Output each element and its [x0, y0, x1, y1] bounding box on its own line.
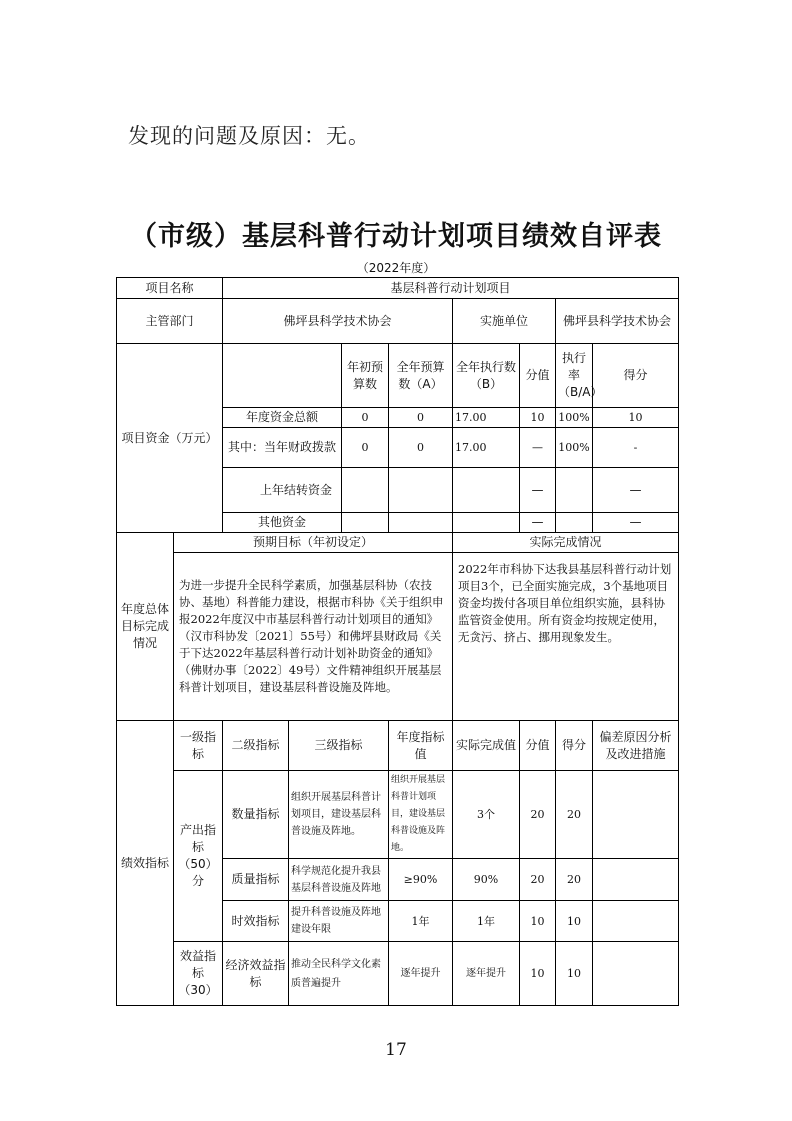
- indicator-header-level2: 二级指标: [223, 721, 289, 771]
- indicator-value: 10: [520, 901, 556, 942]
- indicator-header-level3: 三级指标: [289, 721, 389, 771]
- funds-row-exec: [453, 513, 520, 533]
- indicator-target: 1年: [389, 901, 453, 942]
- funds-header-row: [117, 344, 679, 408]
- indicator-level2: 时效指标: [223, 901, 289, 942]
- page-subtitle: （2022年度）: [356, 261, 436, 275]
- dept-row: [117, 299, 679, 344]
- indicator-header-row: [117, 721, 679, 771]
- impl-unit-value: 佛坪县科学技术协会: [556, 299, 679, 344]
- funds-row-exec: [453, 468, 520, 513]
- indicator-header-score: 得分: [556, 721, 593, 771]
- dept-value: 佛坪县科学技术协会: [223, 299, 453, 344]
- funds-row-value: —: [520, 468, 556, 513]
- indicator-actual: 3个: [453, 771, 520, 859]
- funds-row-rate: [556, 468, 593, 513]
- impl-unit-label: 实施单位: [453, 299, 556, 344]
- project-name-value: 基层科普行动计划项目: [223, 278, 679, 299]
- funds-row-exec: 17.00: [453, 408, 520, 428]
- indicator-level3: 推动全民科学文化素质普遍提升: [289, 942, 389, 1006]
- funds-row-value: —: [520, 428, 556, 468]
- funds-row-score: -: [593, 428, 679, 468]
- indicator-value: 20: [520, 771, 556, 859]
- funds-header-blank: [223, 344, 342, 408]
- funds-row-annual: [389, 468, 453, 513]
- project-name-label: 项目名称: [117, 278, 223, 299]
- indicator-level2: 数量指标: [223, 771, 289, 859]
- funds-row-value: —: [520, 513, 556, 533]
- indicator-header-target: 年度指标值: [389, 721, 453, 771]
- indicator-value: 20: [520, 859, 556, 901]
- indicator-row: [117, 771, 679, 859]
- evaluation-table: [116, 277, 679, 1006]
- indicator-header-level1: 一级指标: [174, 721, 223, 771]
- goals-expected-header: 预期目标（年初设定）: [174, 533, 453, 553]
- indicator-level3: 组织开展基层科普计划项目，建设基层科普设施及阵地。: [289, 771, 389, 859]
- funds-label: 项目资金（万元）: [117, 344, 223, 533]
- benefit-indicator-label: 效益指标（30）: [174, 942, 223, 1006]
- funds-header-score: 得分: [593, 344, 679, 408]
- indicators-label: 绩效指标: [117, 721, 174, 1006]
- funds-row-score: —: [593, 468, 679, 513]
- indicator-actual: 90%: [453, 859, 520, 901]
- funds-row-init: [342, 513, 389, 533]
- funds-header-exec: 全年执行数（B）: [453, 344, 520, 408]
- indicator-header-actual: 实际完成值: [453, 721, 520, 771]
- indicator-reason: [593, 859, 679, 901]
- goals-label: 年度总体目标完成情况: [117, 533, 174, 721]
- indicator-score: 10: [556, 942, 593, 1006]
- funds-row-label: 上年结转资金: [223, 468, 342, 513]
- funds-row-annual: 0: [389, 408, 453, 428]
- indicator-value: 10: [520, 942, 556, 1006]
- indicator-level2: 质量指标: [223, 859, 289, 901]
- indicator-score: 10: [556, 901, 593, 942]
- funds-row-label: 其中：当年财政拨款: [223, 428, 342, 468]
- indicator-reason: [593, 901, 679, 942]
- indicator-level2: 经济效益指标: [223, 942, 289, 1006]
- funds-header-annual: 全年预算数（A）: [389, 344, 453, 408]
- indicator-score: 20: [556, 859, 593, 901]
- project-name-row: [117, 278, 679, 299]
- funds-row-init: [342, 468, 389, 513]
- goals-header-row: [117, 533, 679, 553]
- indicator-actual: 1年: [453, 901, 520, 942]
- indicator-level3: 科学规范化提升我县基层科普设施及阵地: [289, 859, 389, 901]
- indicator-actual: 逐年提升: [453, 942, 520, 1006]
- page-title: （市级）基层科普行动计划项目绩效自评表: [130, 221, 662, 252]
- funds-header-rate: 执行率（B/A）: [556, 344, 593, 408]
- indicator-header-value: 分值: [520, 721, 556, 771]
- indicator-level3: 提升科普设施及阵地建设年限: [289, 901, 389, 942]
- funds-row-value: 10: [520, 408, 556, 428]
- indicator-target: 逐年提升: [389, 942, 453, 1006]
- funds-row-rate: [556, 513, 593, 533]
- funds-row-label: 其他资金: [223, 513, 342, 533]
- goals-body-row: [117, 553, 679, 721]
- funds-row-init: 0: [342, 408, 389, 428]
- funds-row-init: 0: [342, 428, 389, 468]
- indicator-row: [117, 942, 679, 1006]
- funds-row-exec: 17.00: [453, 428, 520, 468]
- funds-row-label: 年度资金总额: [223, 408, 342, 428]
- goals-actual-header: 实际完成情况: [453, 533, 679, 553]
- dept-label: 主管部门: [117, 299, 223, 344]
- page-number: 17: [385, 1040, 407, 1060]
- funds-header-value: 分值: [520, 344, 556, 408]
- indicator-target: ≥90%: [389, 859, 453, 901]
- intro-text: 发现的问题及原因：无。: [128, 124, 370, 148]
- goals-expected-text: 为进一步提升全民科学素质，加强基层科协（农技协、基地）科普能力建设，根据市科协《关于组织申报2022年度汉中市基层科普行动计划项目的通知》（汉市科协发〔2021〕55号）和佛坪县财政局《关于下达2022年基层科普行动计划补助资金的通知》（佛财办事〔2022〕49号）文件精神组织开展基层科普计划项目，建设基层科普设施及阵地。: [174, 553, 453, 721]
- indicator-header-reason: 偏差原因分析及改进措施: [593, 721, 679, 771]
- funds-row-score: —: [593, 513, 679, 533]
- funds-row-score: 10: [593, 408, 679, 428]
- indicator-score: 20: [556, 771, 593, 859]
- funds-row-rate: 100%: [556, 428, 593, 468]
- funds-row-rate: 100%: [556, 408, 593, 428]
- output-indicator-label: 产出指标（50）分: [174, 771, 223, 942]
- funds-row-annual: [389, 513, 453, 533]
- indicator-target: 组织开展基层科普计划项目，建设基层科普设施及阵地。: [389, 771, 453, 859]
- goals-actual-text: 2022年市科协下达我县基层科普行动计划项目3个，已全面实施完成，3个基地项目资金均拨付各项目单位组织实施，县科协监管资金使用。所有资金均按规定使用，无贪污、挤占、挪用现象发生。: [453, 553, 679, 721]
- funds-header-init: 年初预算数: [342, 344, 389, 408]
- funds-row-annual: 0: [389, 428, 453, 468]
- indicator-reason: [593, 942, 679, 1006]
- indicator-reason: [593, 771, 679, 859]
